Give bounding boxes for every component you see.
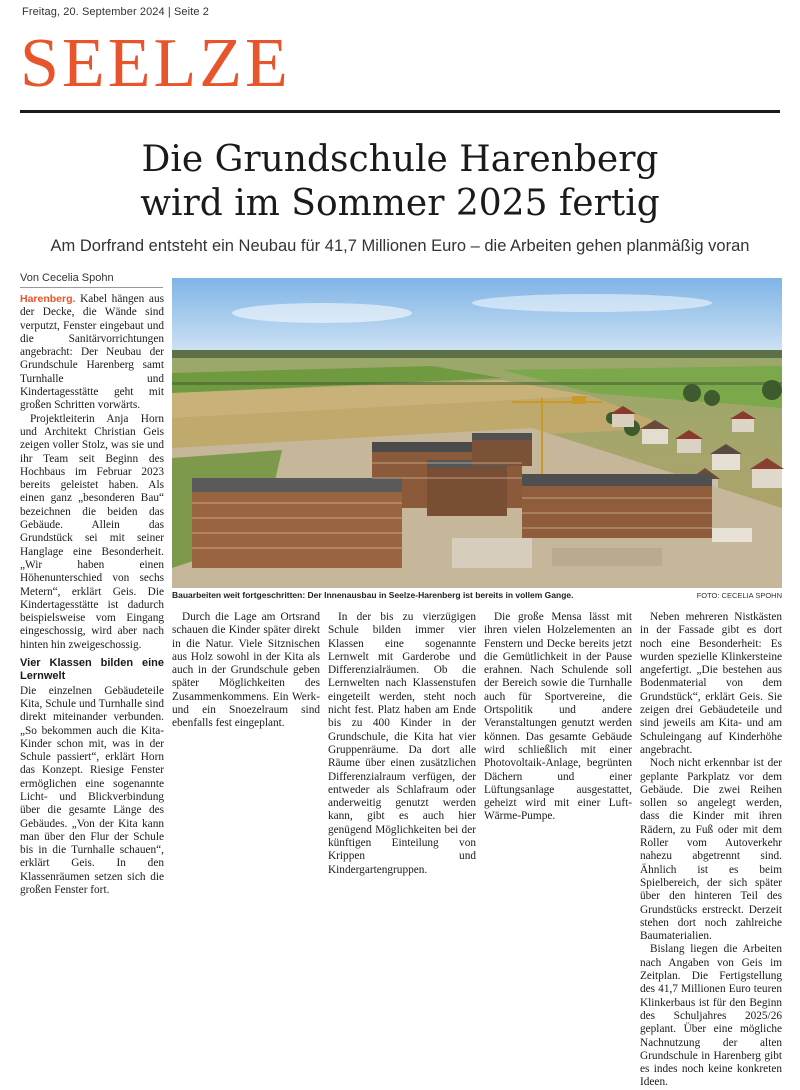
article-paragraph: Projektleiterin Anja Horn und Architekt Christian Geis zeigen voller Stolz, was sie und ihr Team seit Beginn des Hochbaus im Februar 2023 bereits geleistet haben. Als einen ganz „besonderen Bau“ bezeichnen die beiden das Gebäude. Allein das Grundstück sei mit seiner Hanglage eine Besonderheit. „Wir haben einen Höhenunterschied von sechs Metern“, erklärt Geis. Die Kindertagesstätte ist dadurch beispielsweise vom Eingang eingeschossig, wird aber nach hinten hin zweigeschossig. [20, 412, 164, 651]
article-paragraph: Noch nicht erkennbar ist der geplante Parkplatz vor dem Gebäude. Die zwei Reihen sollen so angelegt werden, dass die Kinder mit ihren Rädern, zu Fuß oder mit dem Roller vom Autoverkehr nahezu abgetrennt sind. Ähnlich ist es beim Spielbereich, der sich später über den hinteren Teil des Grundstücks erstreckt. Derzeit stehen dort noch zahlreiche Baumaterialien. [640, 757, 782, 943]
dateline: Harenberg. [20, 293, 76, 305]
article-paragraph: Die große Mensa lässt mit ihren vielen Holzelementen an Fenstern und Decke bereits jetzt die Gemütlichkeit in der Pause erahnen. Nach Schulende soll der Bereich sowie die Turnhalle auch für Sportvereine, die Ortspolitik und andere Veranstaltungen genutzt werden können. Das gesamte Gebäude wird schließlich mit einer Photovoltaik-Anlage, begrünten Dächern und einer Lüftungsanlage ausgestattet, geheizt wird mit einer Luft-Wärme-Pumpe. [484, 611, 632, 823]
article-subhead: Vier Klassen bilden eine Lernwelt [20, 657, 164, 683]
article-paragraph: Neben mehreren Nistkästen in der Fassade gibt es dort noch eine Besonderheit: Es wurden spezielle Klinkersteine angefertigt. „Die bestehen aus Bodenmaterial von dem Grundstück“, erklärt Geis. Sie zeigen drei Gebäudeteile und sind jeweils am Kita- und am Schuleingang auf Kinderhöhe angebracht. [640, 611, 782, 756]
masthead-divider [20, 110, 780, 113]
article-paragraph: In der bis zu vierzügigen Schule bilden immer vier Klassen eine sogenannte Lernwelt mit Garderobe und Differenzialräumen. Ob die Lernwelten nach Klassenstufen eingeteilt werden, steht noch nicht fest. Platz haben am Ende bis zu 400 Kinder in der Grundschule, die Kita hat vier Gruppenräume. Da dort alle Räume über einen zusätzlichen Differenzialraum verfügen, der entweder als Schlafraum oder anderweitig genutzt werden kann, gibt es auch hier genügend Möglichkeiten bei der künftigen Einteilung von Krippen und Kindergartengruppen. [328, 611, 476, 876]
article-column-4 [484, 611, 632, 823]
issue-date-line: Freitag, 20. September 2024 | Seite 2 [22, 6, 209, 18]
article-paragraph: Durch die Lage am Ortsrand schauen die Kinder später direkt in die Natur. Viele Sitznischen aus Holz sowohl in der Kita als auch in der Grundschule geben später Möglichkeiten des Zusammenkommens. Ein Werk- und ein Snoezelraum sind ebenfalls fest eingeplant. [172, 611, 320, 730]
article-paragraph: Die einzelnen Gebäudeteile Kita, Schule und Turnhalle sind direkt miteinander verbunden. „So bekommen auch die Kita-Kinder schon mit, was in der Schule passiert“, erklärt Horn das Konzept. Riesige Fenster ermöglichen eine sogenannte Licht- und Blickverbindung über die gesamte Länge des Gebäudes. „Von der Kita kann man über den Flur der Schule bis in die Turnhalle schauen“, erklärt Geis. In den Klassenräumen setzen sich die großen Fenster fort. [20, 684, 164, 897]
article-paragraph: Harenberg. Kabel hängen aus der Decke, die Wände sind verputzt, Fenster eingebaut und die Sanitärvorrichtungen angebracht: Der Neubau der Grundschule Harenberg samt Turnhalle und Kindertagesstätte geht mit großen Schritten vorwärts. [20, 293, 164, 412]
byline-divider [20, 287, 163, 288]
article-column-3 [328, 611, 476, 876]
section-masthead: SEELZE [20, 25, 291, 102]
headline-line-2: wird im Sommer 2025 fertig [140, 183, 660, 224]
byline: Von Cecelia Spohn [20, 272, 114, 284]
photo-caption: Bauarbeiten weit fortgeschritten: Der Innenausbau in Seelze-Harenberg ist bereits in vollem Gange. [172, 590, 574, 600]
headline-line-1: Die Grundschule Harenberg [141, 139, 659, 180]
article-paragraph: Bislang liegen die Arbeiten nach Angaben von Geis im Zeitplan. Die Fertigstellung des 41,7 Millionen Euro teuren Klinkerbaus ist für den Beginn des Schuljahres 2025/26 geplant. Über eine mögliche Nachnutzung der alten Grundschule in Harenberg gibt es indes noch keine konkreten Ideen. [640, 943, 782, 1089]
article-column-2 [172, 611, 320, 766]
article-column-5 [640, 611, 782, 1089]
construction-site-photo [172, 278, 782, 588]
photo-credit: FOTO: CECELIA SPOHN [696, 591, 782, 600]
article-column-1 [20, 293, 164, 897]
article-headline [20, 138, 780, 226]
article-subheadline: Am Dorfrand entsteht ein Neubau für 41,7 Millionen Euro – die Arbeiten gehen planmäßig voran [50, 237, 750, 255]
